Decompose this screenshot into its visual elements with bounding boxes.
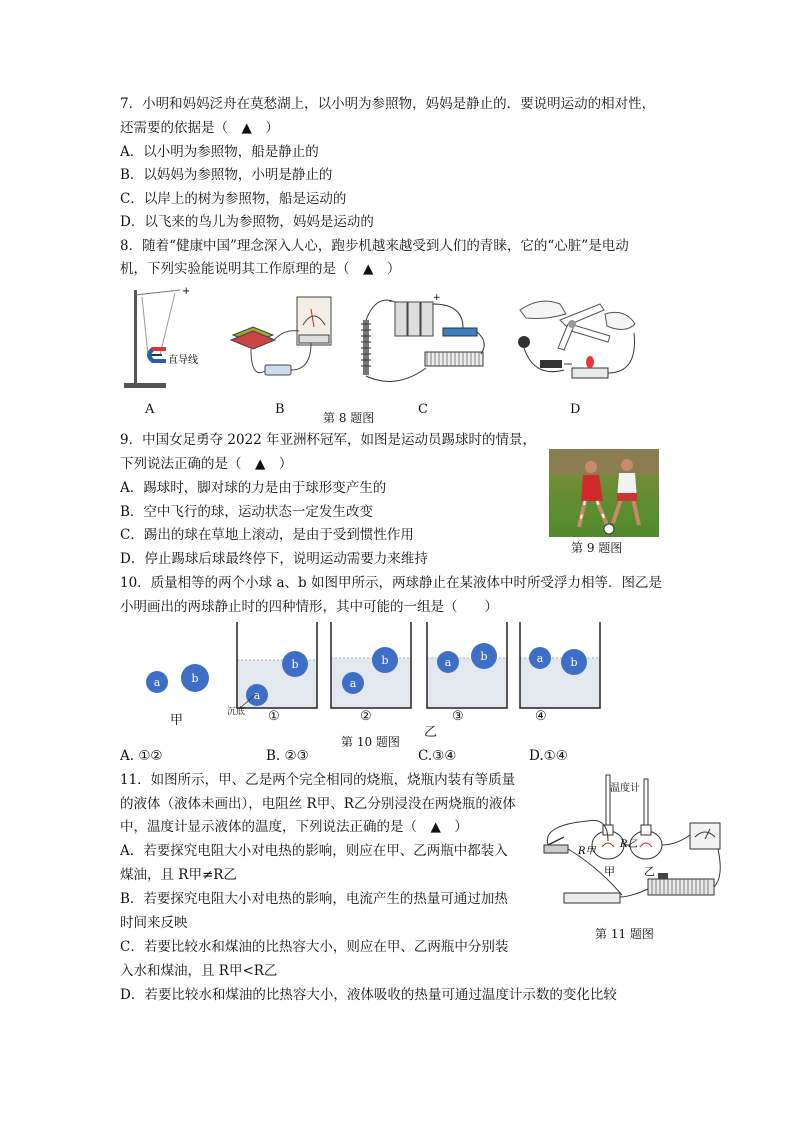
q11-option-a-line1: A．若要探究电阻大小对电热的影响，则应在甲、乙两瓶中都装入 <box>120 843 508 859</box>
q7-option-d: D．以飞来的鸟儿为参照物，妈妈是运动的 <box>120 214 374 230</box>
q11-option-c-line1: C．若要比较水和煤油的比热容大小，则应在甲、乙两瓶中分别装 <box>120 939 509 955</box>
q10-beaker-label-1: ① <box>268 709 280 724</box>
q10-b3-ball-a: a <box>444 656 452 669</box>
q8-figure-caption: 第 8 题图 <box>323 411 375 425</box>
q10-label-yi: 乙 <box>424 725 438 740</box>
q8-label-a: A <box>145 402 155 417</box>
q7-stem-line1: 7．小明和妈妈泛舟在莫愁湖上，以小明为参照物，妈妈是静止的．要说明运动的相对性， <box>120 96 656 112</box>
q10-beaker-label-3: ③ <box>452 709 464 724</box>
q10-option-d: D.①④ <box>529 748 568 764</box>
q10-b2-ball-b: b <box>381 654 389 667</box>
q11-r-yi-label: R乙 <box>620 839 638 850</box>
q8-figure-d <box>510 290 650 390</box>
q8-stem-line1: 8．随着“健康中国”理念深入人心，跑步机越来越受到人们的青睐，它的“心脏”是电动 <box>120 238 629 254</box>
q10-option-a: A. ①② <box>120 748 163 764</box>
q9-option-a: A．踢球时，脚对球的力是由于球形变产生的 <box>120 480 387 496</box>
q9-stem-line2: 下列说法正确的是（ ▲ ） <box>120 456 293 472</box>
q9-option-c: C．踢出的球在草地上滚动，是由于受到惯性作用 <box>120 527 414 543</box>
q11-flask-jia-label: 甲 <box>604 865 615 878</box>
q11-stem-line2: 的液体（液体未画出），电阻丝 R甲、R乙分别浸没在两烧瓶的液体 <box>120 796 516 812</box>
q8-figure-a <box>120 285 220 395</box>
q9-option-b: B．空中飞行的球，运动状态一定发生改变 <box>120 504 373 520</box>
q10-figure-jia-balls <box>140 660 220 700</box>
q7-option-a: A．以小明为参照物，船是静止的 <box>120 144 319 160</box>
q10-b2-ball-a: a <box>349 677 357 690</box>
q10-beaker-4 <box>517 622 603 712</box>
q10-b4-ball-b: b <box>570 656 578 669</box>
q8-label-d: D <box>570 402 581 417</box>
q10-figure-caption: 第 10 题图 <box>341 735 400 749</box>
q10-beaker-2 <box>328 622 414 712</box>
q8-figure-c <box>355 290 490 390</box>
q8-figure-a-plus: + <box>182 286 191 297</box>
q11-figure-caption: 第 11 题图 <box>595 927 654 941</box>
q10-beaker-3 <box>424 622 510 712</box>
q11-flask-yi-label: 乙 <box>644 865 655 878</box>
q10-label-jia: 甲 <box>170 713 184 728</box>
q8-label-c: C <box>418 402 428 417</box>
q7-option-b: B．以妈妈为参照物，小明是静止的 <box>120 167 333 183</box>
q11-option-b-line1: B．若要探究电阻大小对电热的影响，电流产生的热量可通过加热 <box>120 891 508 907</box>
q11-option-b-line2: 时间来反映 <box>120 915 188 931</box>
q9-stem-line1: 9．中国女足勇夺 2022 年亚洲杯冠军，如图是运动员踢球时的情景， <box>120 432 537 448</box>
q10-sink-label: 沉底 <box>227 707 246 717</box>
q10-beaker-label-4: ④ <box>535 709 547 724</box>
q11-option-a-line2: 煤油，且 R甲≠R乙 <box>120 867 237 883</box>
q10-beaker-label-2: ② <box>360 709 372 724</box>
q10-b3-ball-b: b <box>480 650 488 663</box>
q9-option-d: D．停止踢球后球最终停下，说明运动需要力来维持 <box>120 551 428 567</box>
q10-stem-line2: 小明画出的两球静止时的四种情形，其中可能的一组是（ ） <box>120 599 498 615</box>
q8-figure-a-wire-label: 直导线 <box>168 355 198 366</box>
q10-option-b: B. ②③ <box>266 748 309 764</box>
q10-b1-ball-a: a <box>253 689 261 702</box>
q8-figure-b <box>225 295 335 390</box>
q9-figure-caption: 第 9 题图 <box>571 541 623 555</box>
q10-jia-ball-b: b <box>191 672 199 685</box>
q8-stem-line2: 机，下列实验能说明其工作原理的是（ ▲ ） <box>120 261 401 277</box>
q7-stem-line2: 还需要的依据是（ ▲ ） <box>120 120 279 136</box>
q8-figure-c-plus: + <box>433 293 441 303</box>
q11-stem-line3: 中，温度计显示液体的温度，下列说法正确的是（ ▲ ） <box>120 819 468 835</box>
q11-stem-line1: 11．如图所示，甲、乙是两个完全相同的烧瓶，烧瓶内装有等质量 <box>120 772 516 788</box>
q11-option-d: D．若要比较水和煤油的比热容大小，液体吸收的热量可通过温度计示数的变化比较 <box>120 987 617 1003</box>
q9-photo-soccer-players <box>549 449 659 537</box>
svg-text:-: - <box>389 297 393 307</box>
q8-label-b: B <box>275 402 285 417</box>
q10-b4-ball-a: a <box>536 652 544 665</box>
q11-figure-circuit <box>540 775 722 925</box>
q11-option-c-line2: 入水和煤油，且 R甲<R乙 <box>120 963 278 979</box>
q7-option-c: C．以岸上的树为参照物，船是运动的 <box>120 191 347 207</box>
q10-option-c: C.③④ <box>418 748 457 764</box>
q10-b1-ball-b: b <box>291 658 299 671</box>
q10-stem-line1: 10．质量相等的两个小球 a、b 如图甲所示，两球静止在某液体中时所受浮力相等．图乙是 <box>120 575 662 591</box>
q11-r-jia-label: R甲 <box>578 846 596 857</box>
q11-thermometer-label: 温度计 <box>610 783 640 794</box>
q10-jia-ball-a: a <box>153 676 161 689</box>
